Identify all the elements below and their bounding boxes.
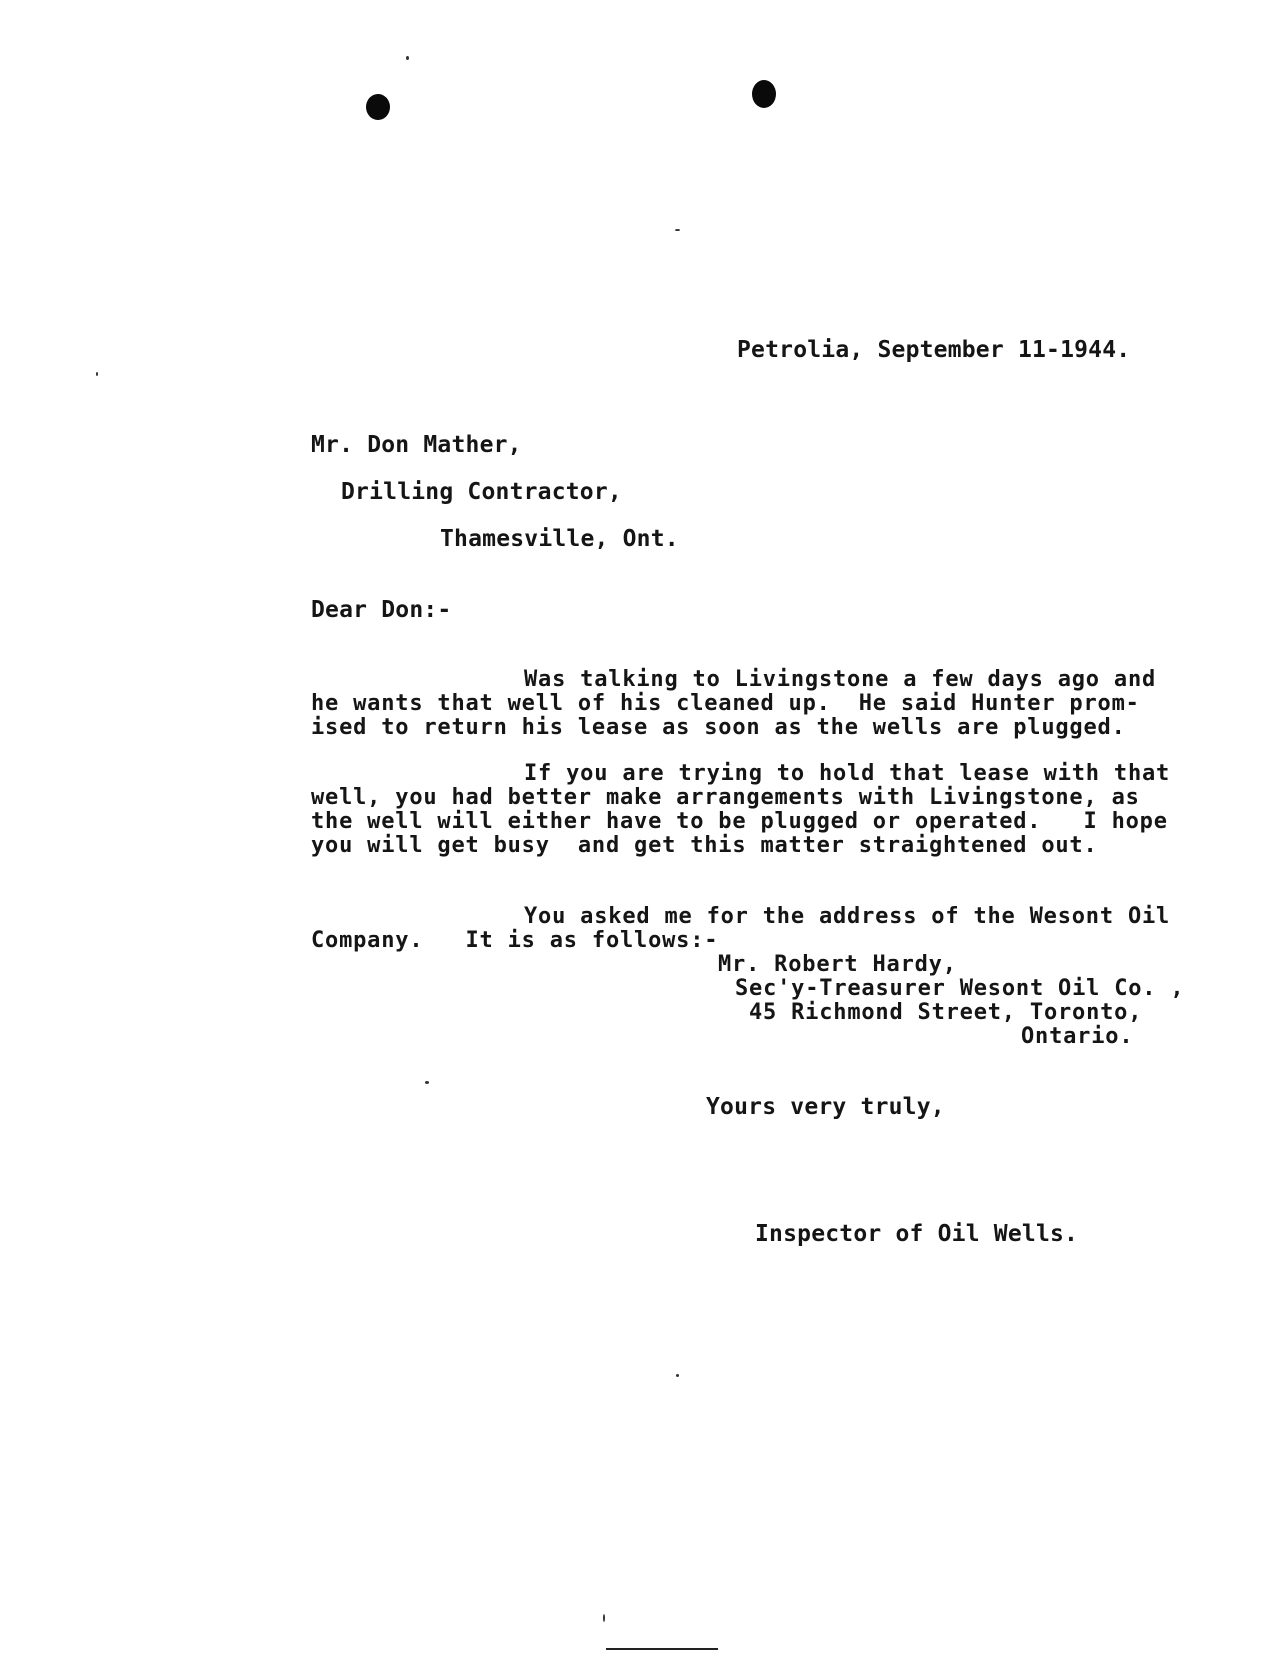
address-name: Mr. Robert Hardy, (718, 952, 957, 977)
paragraph-line: the well will either have to be plugged or operated. I hope (311, 809, 1168, 834)
bottom-edge-mark (606, 1648, 718, 1650)
recipient-name: Mr. Don Mather, (311, 432, 522, 458)
address-province: Ontario. (1021, 1024, 1134, 1049)
dateline: Petrolia, September 11-1944. (737, 337, 1131, 363)
speck-mark (96, 372, 98, 376)
punch-hole-left (366, 94, 390, 120)
speck-mark (406, 56, 409, 60)
address-street: 45 Richmond Street, Toronto, (749, 1000, 1143, 1025)
paragraph-line: Was talking to Livingstone a few days ago and (524, 667, 1157, 692)
recipient-city: Thamesville, Ont. (440, 526, 679, 552)
paragraph-line: ised to return his lease as soon as the wells are plugged. (311, 715, 1126, 740)
speck-mark (603, 1614, 605, 1622)
closing: Yours very truly, (706, 1094, 945, 1120)
paragraph-line: If you are trying to hold that lease with that (524, 761, 1171, 786)
punch-hole-right (752, 80, 776, 108)
speck-mark (425, 1081, 429, 1084)
paragraph-line: he wants that well of his cleaned up. He said Hunter prom- (311, 691, 1140, 716)
salutation: Dear Don:- (311, 597, 452, 623)
speck-mark (675, 229, 680, 231)
signature-title: Inspector of Oil Wells. (755, 1221, 1079, 1247)
speck-mark (676, 1374, 679, 1377)
address-position: Sec'y-Treasurer Wesont Oil Co. , (735, 976, 1185, 1001)
recipient-title: Drilling Contractor, (341, 479, 622, 505)
paragraph-line: You asked me for the address of the Wesont Oil (524, 904, 1171, 929)
paragraph-line: you will get busy and get this matter straightened out. (311, 833, 1098, 858)
paragraph-line: Company. It is as follows:- (311, 928, 719, 953)
paragraph-line: well, you had better make arrangements with Livingstone, as (311, 785, 1140, 810)
